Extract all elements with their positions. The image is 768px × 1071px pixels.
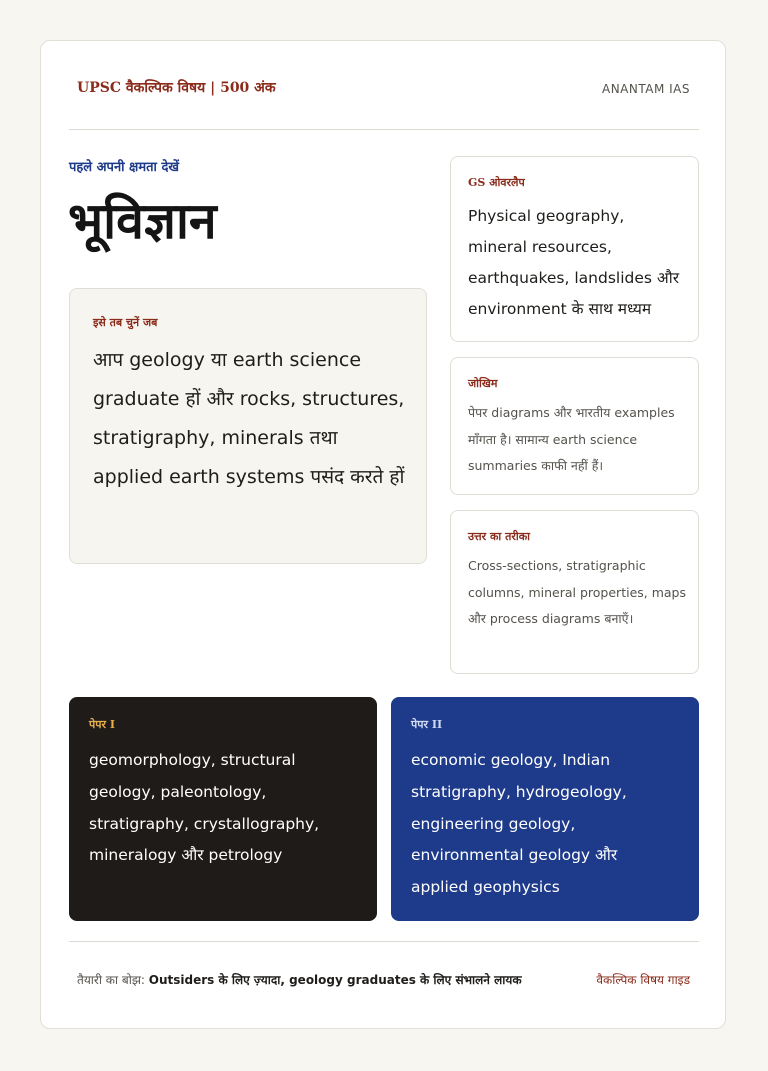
page-header-title: UPSC वैकल्पिक विषय | 500 अंक	[77, 80, 276, 96]
header-divider	[69, 129, 699, 130]
answer-method-box	[450, 510, 699, 674]
gs-overlap-text: Physical geography, mineral resources, earthquakes, landslides और environment के साथ मध्यम	[468, 207, 680, 318]
kicker-text: पहले अपनी क्षमता देखें	[69, 160, 179, 175]
choose-when-box	[69, 288, 427, 564]
gs-overlap-label: GS ओवरलैप	[468, 176, 525, 189]
answer-method-label: उत्तर का तरीका	[468, 530, 530, 543]
brand-name: ANANTAM IAS	[601, 82, 690, 96]
risk-box	[450, 357, 699, 495]
answer-method-text: Cross-sections, stratigraphic columns, mineral properties, maps और process diagrams बनाएँ।	[468, 558, 686, 626]
paper-1-text: geomorphology, structural geology, paleontology, stratigraphy, crystallography, mineralogy और petrology	[89, 751, 320, 865]
paper-1-box	[69, 697, 377, 921]
subject-title: भूविज्ञान	[68, 191, 217, 250]
choose-when-label: इसे तब चुनें जब	[93, 316, 158, 329]
risk-label: जोखिम	[468, 377, 498, 390]
choose-when-text: आप geology या earth science graduate हों और rocks, structures, stratigraphy, minerals तथा applied earth systems पसंद करते हों	[93, 349, 405, 488]
paper-2-text: economic geology, Indian stratigraphy, hydrogeology, engineering geology, environmental geology और applied geophysics	[411, 751, 627, 897]
paper-2-box	[391, 697, 699, 921]
guide-label: वैकल्पिक विषय गाइड	[596, 973, 690, 987]
preparation-load	[77, 971, 522, 988]
preparation-load-label: तैयारी का बोझ:	[77, 973, 145, 987]
risk-text: पेपर diagrams और भारतीय examples माँगता है। सामान्य earth science summaries काफी नहीं हैं।	[468, 405, 675, 473]
paper-2-label: पेपर II	[411, 718, 443, 731]
preparation-load-value: Outsiders के लिए ज़्यादा, geology graduates के लिए संभालने लायक	[148, 973, 522, 987]
paper-1-label: पेपर I	[89, 718, 115, 731]
gs-overlap-box	[450, 156, 699, 342]
footer-divider	[69, 941, 699, 942]
